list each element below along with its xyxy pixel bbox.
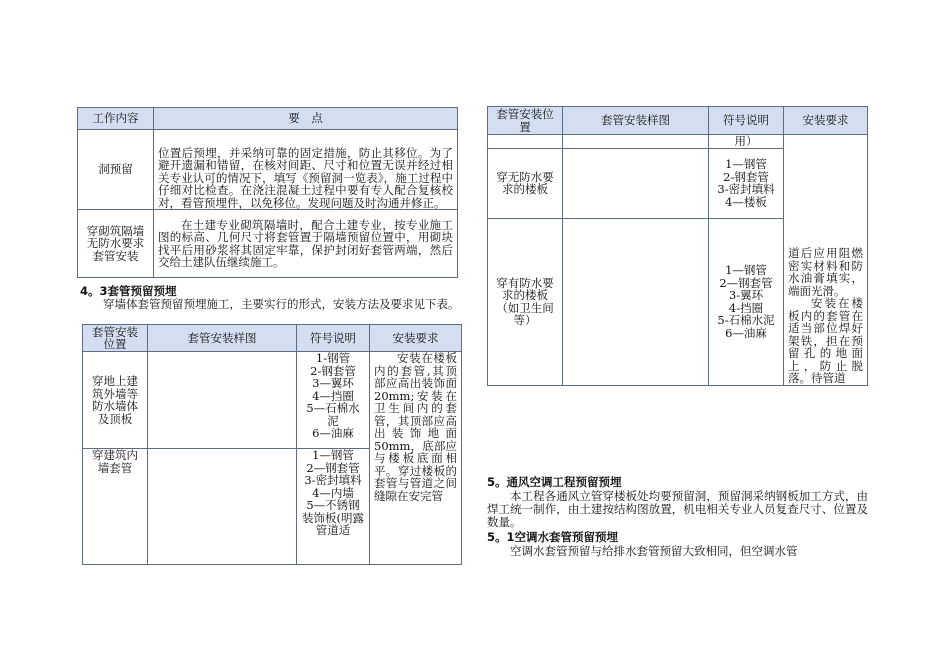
row-text-hole-reservation: 位置后预埋，并采纳可靠的固定措施，防止其移位。为了避开遗漏和错留，在核对间距、尺寸和位置无误并经过相关专业认可的情况下，填写《预留洞一览表》，施工过程中仔细对比检查。在浇注混凝土过程中要有专人配合复核校对，看管预埋件，以免移位。发现问题及时沟通并修正。 — [154, 130, 458, 210]
header-sample-drawing: 套管安装样图 — [563, 107, 709, 135]
section-5-text: 本工程各通风立管穿楼板处均要预留洞，预留洞采纳钢板加工方式，由焊工统一制作，由土建按结构图放置，机电相关专业人员复查尺寸、位置及数量。 — [487, 489, 868, 529]
header-install-req: 安装要求 — [784, 107, 868, 135]
section-4-3-heading: 4。3套管预留预埋 — [80, 284, 177, 298]
section-5-heading: 5。通风空调工程预留预埋 — [487, 475, 622, 489]
section-4-3-text: 穿墙体套管预留预埋施工，主要实行的形式，安装方法及要求见下表。 — [103, 297, 460, 311]
row-label-partition-sleeve: 穿砌筑隔墙无防水要求套管安装 — [78, 210, 154, 278]
symbols-floor-no-waterproof: 1—钢管 2-钢套管 3-密封填料 4—楼板 — [709, 148, 784, 218]
row-label-hole-reservation: 洞预留 — [78, 130, 154, 210]
header-key-points: 要 点 — [154, 108, 458, 130]
header-install-position: 套管安装位置 — [83, 325, 148, 352]
section-5-1-text: 空调水套管预留与给排水套管预留大致相同，但空调水管 — [510, 544, 798, 558]
sample-drawing-cell — [148, 449, 297, 565]
symbols-floor-waterproof: 1—钢管 2—钢套管 3-翼环 4-挡圈 5-石棉水泥 6—油麻 — [709, 218, 784, 385]
work-points-table — [77, 107, 458, 278]
floor-sleeve-table — [487, 106, 868, 386]
install-requirement-cell: 道后应用阻燃密实材料和防水油膏填实，端面光滑。 安装在楼板内的套管在适当部位焊好架铁，担在预留孔的地面上，防止脱落。待管道 — [784, 135, 868, 386]
sample-drawing-cell — [563, 135, 709, 149]
wall-sleeve-table — [82, 324, 462, 565]
symbol-continuation: 用） — [709, 135, 784, 149]
row-text-partition-sleeve: 在土建专业砌筑隔墙时，配合土建专业，按专业施工图的标高、几何尺寸将套管置于隔墙预留位置中，用砌块找平后用砂浆将其固定牢靠，保护封闭好套管两端，然后交给土建队伍继续施工。 — [154, 210, 458, 278]
row-label-floor-no-waterproof: 穿无防水要求的楼板 — [488, 148, 563, 218]
header-work-content: 工作内容 — [78, 108, 154, 130]
sample-drawing-cell — [563, 218, 709, 385]
header-install-position: 套管安装位置 — [488, 107, 563, 135]
sample-drawing-cell — [563, 148, 709, 218]
header-symbol-desc: 符号说明 — [297, 325, 370, 352]
install-requirement-cell: 安装在楼板内的套管,其顶部应高出装饰面20mm;安装在卫生间内的套管，其顶部应高出装饰地面50mm，底部应与楼板底面相平。穿过楼板的套管与管道之间缝隙在安完管 — [370, 352, 462, 565]
row-label-floor-waterproof: 穿有防水要求的楼板（如卫生间等） — [488, 218, 563, 385]
empty-label-cell — [488, 135, 563, 149]
symbols-interior-wall: 1—钢管 2—钢套管 3-密封填料 4—内墙 5—不锈钢装饰板(明露管道适 — [297, 449, 370, 565]
sample-drawing-cell — [148, 352, 297, 449]
row-label-exterior-wall: 穿地上建筑外墙等防水墙体及顶板 — [83, 352, 148, 449]
header-sample-drawing: 套管安装样图 — [148, 325, 297, 352]
header-symbol-desc: 符号说明 — [709, 107, 784, 135]
section-5-1-heading: 5。1空调水套管预留预埋 — [487, 530, 619, 544]
symbols-exterior-wall: 1-钢管 2-钢套管 3—翼环 4—挡圈 5—石棉水泥 6—油麻 — [297, 352, 370, 449]
header-install-req: 安装要求 — [370, 325, 462, 352]
row-label-interior-wall: 穿建筑内墙套管 — [83, 449, 148, 565]
